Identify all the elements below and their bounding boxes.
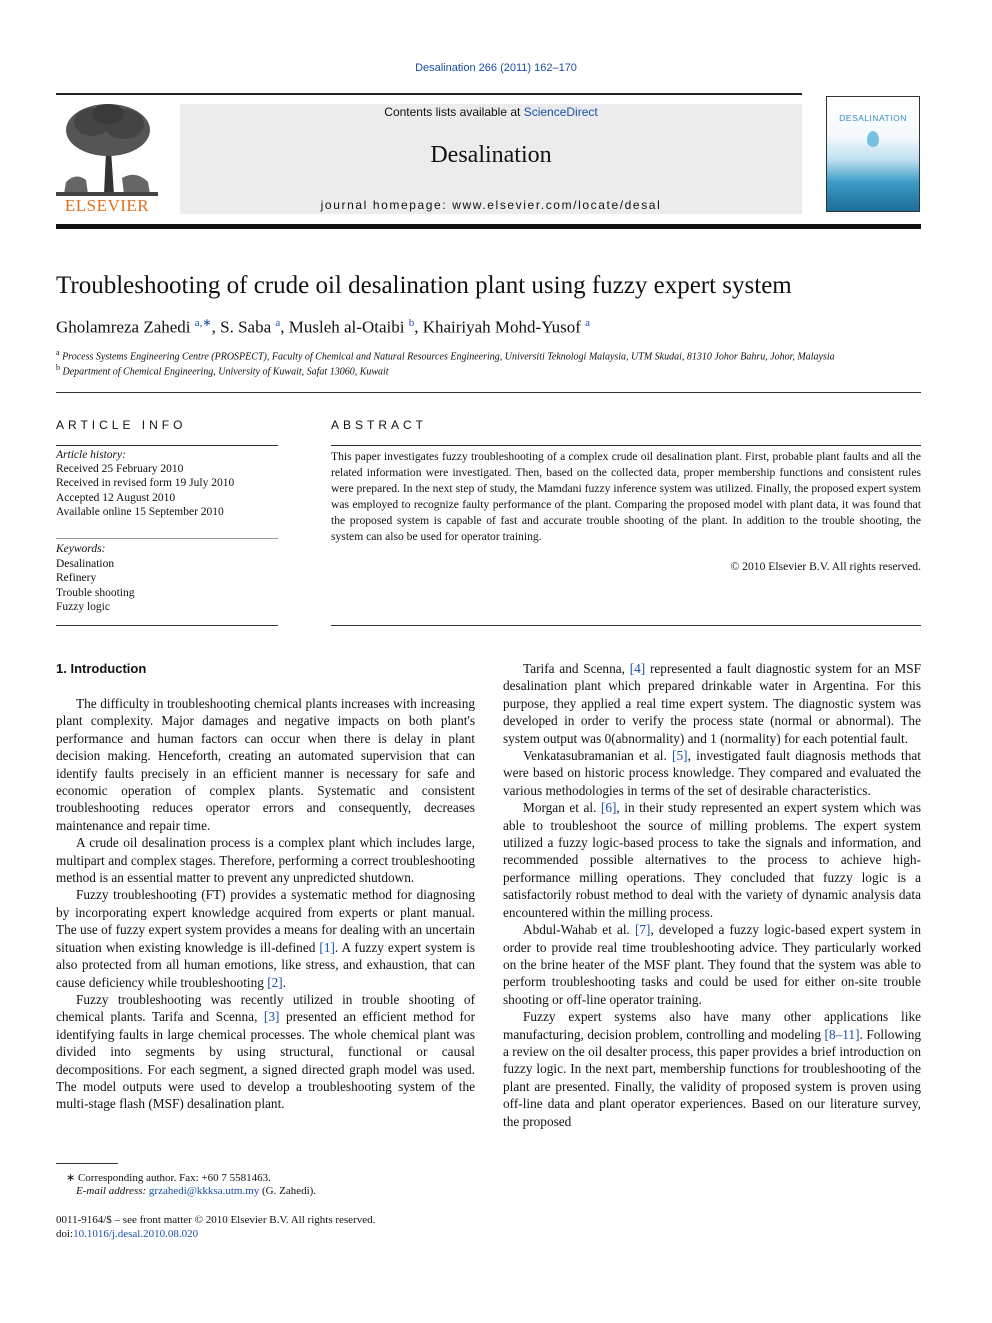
publisher-name: ELSEVIER [64, 196, 150, 215]
affiliation-divider [56, 392, 921, 393]
divider [331, 445, 921, 446]
doi-link[interactable]: 10.1016/j.desal.2010.08.020 [73, 1228, 199, 1240]
abstract-copyright: © 2010 Elsevier B.V. All rights reserved. [730, 560, 921, 573]
reference-link[interactable]: [1] [319, 939, 335, 955]
paragraph: Fuzzy expert systems also have many other applications like manufacturing, decision problem, controlling and modeling [8–11]. Following a review on the oil desalter process, this paper provides a brief introduction on fuzzy logic. In the next part, membership functions for troubleshooting of the plant are presented. Finally, the validity of proposed system is proven using off-line data and plant operator experiences. Based on our literature survey, the proposed [503, 1009, 922, 1129]
paragraph: Fuzzy troubleshooting (FT) provides a systematic method for diagnosing by incorporating expert knowledge acquired from experts or plant manual. The use of fuzzy expert system provides a means for dealing with an uncertain situation when existing knowledge is ill-defined [1]. A fuzzy expert system is also protected from all human emotions, like stress, and exhaustion, that can cause deficiency while troubleshooting [2]. [56, 887, 475, 990]
elsevier-logo [56, 100, 158, 216]
sciencedirect-link[interactable]: ScienceDirect [523, 105, 598, 119]
author-list: Gholamreza Zahedi $^{a,∗}$, S. Saba $^a$, Musleh al-Otaibi $^b$, Khairiyah Mohd-Yusof $^a$ [56, 317, 590, 337]
reference-link[interactable]: [5] [672, 748, 688, 764]
author-name[interactable]: Gholamreza Zahedi [56, 317, 191, 337]
abstract-text: This paper investigates fuzzy troubleshooting of a complex crude oil desalination plant. First, probable plant faults and all the related information were investigated. Then, based on the collected data, proper membership functions and consistent rules were prepared. In the next step of study, the Mamdani fuzzy inference system was utilized. Finally, the proposed expert system was employed to recognize faulty performance of the plant. Comparing the proposed model with plant data, it was found that the proposed system is capable of fast and accurate trouble shooting of the plant. In addition to the trouble shooting, the system can also be used for operator training. [331, 450, 921, 543]
cover-title: DESALINATION [839, 113, 907, 123]
online-date: Available online 15 September 2010 [56, 505, 224, 518]
author-affil-mark[interactable]: a,∗ [194, 317, 212, 329]
author-name[interactable]: Musleh al-Otaibi [288, 317, 405, 337]
paragraph: Tarifa and Scenna, [4] represented a fault diagnostic system for an MSF desalination plant which prepared drinkable water in Argentina. For this purpose, they applied a real time expert system. The diagnostic system was developed in order to verify the process state (normal or abnormal). The system output was 0(abnormality) and 1 (normality) for each potential fault. [503, 661, 921, 746]
header-rule [56, 93, 802, 95]
section-heading-introduction: 1. Introduction [56, 661, 147, 676]
affiliation-a: $^a$ Process Systems Engineering Centre (PROSPECT), Faculty of Chemical and Natural Resources Engineering, Universiti Teknologi Malaysia, UTM Skudai, 81310 Johor Bahru, Johor, Malaysia [56, 348, 835, 363]
journal-citation[interactable]: Desalination 266 (2011) 162–170 [415, 62, 577, 74]
paragraph: A crude oil desalination process is a complex plant which includes large, multipart and complex stages. Therefore, performing a correct troubleshooting method is an essential matter to prevent any unpredicted shutdown. [56, 835, 475, 886]
history-heading: Article history: [56, 449, 126, 461]
revised-date: Received in revised form 19 July 2010 [56, 477, 235, 490]
abstract-heading: ABSTRACT [331, 418, 428, 432]
water-drop-icon [867, 131, 879, 147]
paragraph: Venkatasubramanian et al. [5], investigated fault diagnosis methods that were based on historic process knowledge. They compared and evaluated the various methodologies in terms of the set of desirable characteristics. [503, 748, 921, 798]
received-date: Received 25 February 2010 [56, 463, 184, 476]
body-column-right [503, 660, 921, 1130]
divider [56, 445, 278, 446]
keywords [56, 542, 278, 615]
article-history [56, 448, 278, 519]
keyword: Fuzzy logic [56, 601, 110, 613]
paragraph: Morgan et al. [6], in their study represented an expert system which was able to troubleshoot the source of milling problems. The expert system utilized a fuzzy logic-based process to take the signals and information, and recommended possible alternatives to the process to achieve high-performance milling operations. They concluded that fuzzy logic is a satisfactorily robust method to deal with the variety of dynamic analysis data encountered within the milling process. [503, 800, 921, 920]
doi-line: doi:10.1016/j.desal.2010.08.020 [56, 1228, 199, 1240]
contents-line: Contents lists available at ScienceDirect [384, 105, 598, 119]
tree-icon [56, 100, 158, 196]
author-name[interactable]: Khairiyah Mohd-Yusof [422, 317, 581, 337]
divider [56, 625, 278, 626]
keywords-heading: Keywords: [56, 543, 106, 555]
homepage-link[interactable]: www.elsevier.com/locate/desal [452, 198, 662, 212]
journal-cover-thumbnail[interactable] [826, 96, 920, 212]
issn-line: 0011-9164/$ – see front matter © 2010 Elsevier B.V. All rights reserved. [56, 1214, 376, 1226]
affiliation-b: $^b$ Department of Chemical Engineering, University of Kuwait, Safat 13060, Kuwait [56, 363, 389, 378]
reference-link[interactable]: [7] [634, 922, 651, 938]
author-name[interactable]: S. Saba [220, 317, 272, 337]
keyword: Refinery [56, 572, 97, 584]
reference-link[interactable]: [6] [600, 800, 617, 816]
reference-link[interactable]: [2] [267, 974, 283, 990]
divider [56, 538, 278, 539]
keyword: Trouble shooting [56, 586, 135, 599]
author-affil-mark[interactable]: a [275, 317, 281, 329]
journal-name: Desalination [430, 142, 552, 168]
email-link[interactable]: grzahedi@kkksa.utm.my [148, 1185, 260, 1197]
reference-link[interactable]: [8–11] [824, 1026, 860, 1042]
keyword: Desalination [56, 557, 115, 570]
corresponding-author-note: ∗ Corresponding author. Fax: +60 7 5581463. [66, 1172, 271, 1184]
article-info-heading: ARTICLE INFO [56, 418, 187, 432]
reference-link[interactable]: [4] [629, 661, 646, 676]
journal-homepage: journal homepage: www.elsevier.com/locate/desal [320, 198, 662, 212]
paragraph: Abdul-Wahab et al. [7], developed a fuzzy logic-based expert system in order to provide real time troubleshooting advice. They particularly worked on the brine heater of the MSF plant. They found that the system was able to perform troubleshooting tasks and could be used for either on-site trouble shooting or off-line operator training. [503, 922, 921, 1007]
article-title: Troubleshooting of crude oil desalination plant using fuzzy expert system [56, 272, 792, 299]
divider [331, 625, 921, 626]
body-column-left [56, 695, 475, 1113]
paragraph: Fuzzy troubleshooting was recently utilized in trouble shooting of chemical plants. Tarifa and Scenna, [3] presented an efficient method for identifying faults in large chemical processes. The whole chemical plant was divided into segments by using structural, functional or causal decompositions. For each segment, a signed directed graph model was used. The model outputs were used to develop a troubleshooting system of the multi-stage flash (MSF) desalination plant. [56, 991, 475, 1112]
author-affil-mark[interactable]: b [408, 317, 415, 329]
email-note: E-mail address: grzahedi@kkksa.utm.my (G. Zahedi). [76, 1185, 317, 1197]
footnote-rule [56, 1163, 118, 1164]
accepted-date: Accepted 12 August 2010 [56, 491, 176, 504]
author-affil-mark[interactable]: a [585, 317, 590, 329]
paragraph: The difficulty in troubleshooting chemical plants increases with increasing plant complexity. Major damages and negative impacts on both plant's performance and human factors can occur when there is delay in plant decision making. Henceforth, creating an automated supervision that can identify faults precisely in an efficient manner is necessary for safe and economic operation of complex plants. Systematic and consistent troubleshooting reduces operator errors and consequently, decreases maintenance and repair time. [56, 696, 475, 833]
masthead-divider [56, 224, 921, 229]
reference-link[interactable]: [3] [263, 1009, 280, 1025]
